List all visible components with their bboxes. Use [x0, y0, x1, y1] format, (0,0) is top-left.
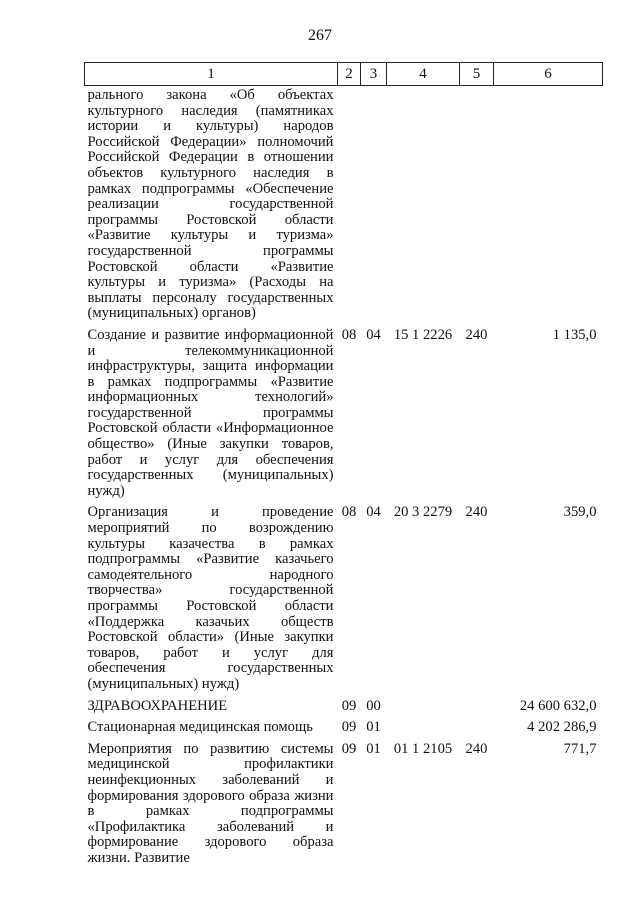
table-row — [85, 86, 603, 322]
row-amount: 4 202 286,9 — [527, 719, 597, 736]
table-row — [85, 499, 603, 692]
row-expense-type — [460, 714, 494, 736]
header-col-5: 5 — [460, 63, 494, 86]
header-col-3: 3 — [361, 63, 387, 86]
budget-table — [84, 62, 603, 867]
row-subsection: 04 — [366, 504, 381, 521]
row-expense-type: 240 — [465, 740, 488, 757]
row-target-article — [387, 714, 460, 736]
row-description: Создание и развитие информационной и телекоммуникационной инфраструктуры, защита информации в рамках подпрограммы «Развитие информационных технологий» государственной программы Ростовской области «Информационное общество» (Иные закупки товаров, работ и услуг для обеспечения государственных (муниципальных) нужд) — [87, 326, 334, 499]
page-number: 267 — [308, 27, 332, 44]
row-expense-type: 240 — [465, 326, 488, 343]
row-subsection: 00 — [366, 697, 381, 714]
row-subsection — [361, 86, 387, 322]
row-description: ЗДРАВООХРАНЕНИЕ — [87, 697, 228, 714]
row-amount: 359,0 — [563, 504, 597, 521]
row-section: 09 — [341, 719, 357, 736]
row-section: 08 — [341, 504, 357, 521]
row-target-article — [387, 693, 460, 715]
row-subsection: 01 — [366, 719, 381, 736]
table-row — [85, 736, 603, 867]
row-expense-type — [460, 86, 494, 322]
row-subsection: 04 — [366, 326, 381, 343]
row-target-article: 15 1 2226 — [393, 326, 453, 343]
table-row — [85, 322, 603, 500]
row-section: 09 — [341, 740, 357, 757]
row-amount: 771,7 — [563, 740, 597, 757]
row-section: 08 — [341, 326, 357, 343]
row-expense-type: 240 — [465, 504, 488, 521]
header-col-1: 1 — [85, 63, 338, 86]
row-target-article: 20 3 2279 — [393, 504, 453, 521]
row-target-article: 01 1 2105 — [393, 740, 453, 757]
row-section: 09 — [341, 697, 357, 714]
row-amount: 1 135,0 — [552, 326, 597, 343]
header-col-6: 6 — [494, 63, 603, 86]
table-header-row — [85, 63, 603, 86]
row-target-article — [387, 86, 460, 322]
row-description: Организация и проведение мероприятий по возрождению культуры казачества в рамках подпрограммы «Развитие казачьего самодеятельного народного творчества» государственной программы Ростовской области «Поддержка казачьих обществ Ростовской области» (Иные закупки товаров, работ и услуг для обеспечения государственных (муниципальных) нужд) — [87, 504, 334, 692]
row-expense-type — [460, 693, 494, 715]
header-col-4: 4 — [387, 63, 460, 86]
header-col-2: 2 — [338, 63, 361, 86]
row-description: рального закона «Об объектах культурного наследия (памятниках истории и культуры) народов Российской Федерации» полномочий Российской Федерации в отношении объектов культурного наследия в рамках подпрограммы «Обеспечение реализации государственной программы Ростовской области «Развитие культуры и туризма» государственной программы Ростовской области «Развитие культуры и туризма» (Расходы на выплаты персоналу государственных (муниципальных) органов) — [87, 87, 334, 322]
table-row — [85, 693, 603, 715]
row-amount: 24 600 632,0 — [519, 697, 597, 714]
row-description: Стационарная медицинская помощь — [87, 719, 313, 736]
table-row — [85, 714, 603, 736]
row-amount — [494, 86, 603, 322]
row-section — [338, 86, 361, 322]
row-subsection: 01 — [366, 740, 381, 757]
row-description: Мероприятия по развитию системы медицинской профилактики неинфекционных заболеваний и формирования здорового образа жизни в рамках подпрограммы «Профилактика заболеваний и формирование здорового образа жизни. Развитие — [87, 740, 334, 866]
